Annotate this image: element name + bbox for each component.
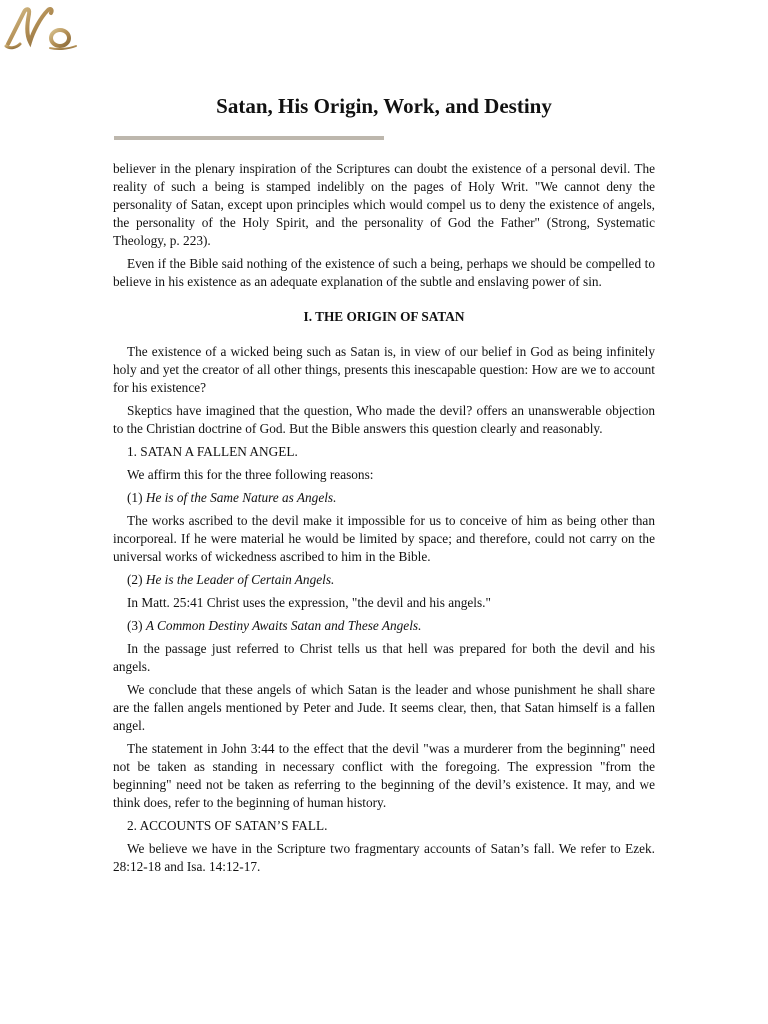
document-body: [113, 160, 655, 881]
document-title: Satan, His Origin, Work, and Destiny: [216, 94, 552, 118]
paragraph-reasons: We affirm this for the three following reasons:: [127, 467, 374, 482]
title-divider: [114, 136, 384, 140]
paragraph-accounts: We believe we have in the Scripture two fragmentary accounts of Satan’s fall. We refer to Ezek. 28:12-18 and Isa. 14:12-17.: [113, 841, 655, 874]
subheading-fallen-angel: 1. SATAN A FALLEN ANGEL.: [127, 444, 298, 459]
paragraph-matthew: In Matt. 25:41 Christ uses the expression, "the devil and his angels.": [127, 595, 491, 610]
reason-1-title: He is of the Same Nature as Angels.: [145, 490, 337, 505]
paragraph-john: The statement in John 3:44 to the effect that the devil "was a murderer from the beginning" need not be taken as standing in necessary conflict with the foregoing. The expression "from the beginning" need not be taken as referring to the beginning of the devil’s existence. It may, and we think does, refer to the beginning of human history.: [113, 741, 655, 810]
section-heading: I. THE ORIGIN OF SATAN: [303, 309, 465, 324]
paragraph-hell: In the passage just referred to Christ tells us that hell was prepared for both the devil and his angels.: [113, 641, 655, 674]
logo: [2, 2, 82, 54]
intro-paragraph-1: believer in the plenary inspiration of the Scriptures can doubt the existence of a personal devil. The reality of such a being is stamped indelibly on the pages of Holy Writ. "We cannot deny the personality of Satan, except upon principles which would compel us to deny the existence of angels, the personality of the Holy Spirit, and the personality of God the Father" (Strong, Systematic Theology, p. 223).: [113, 161, 655, 248]
intro-paragraph-2: Even if the Bible said nothing of the existence of such a being, perhaps we should be compelled to believe in his existence as an adequate explanation of the subtle and enslaving power of sin.: [113, 256, 655, 289]
reason-3-number: (3): [127, 618, 143, 633]
reason-2: [113, 571, 655, 589]
subheading-accounts: 2. ACCOUNTS OF SATAN’S FALL.: [127, 818, 328, 833]
paragraph-conclusion: We conclude that these angels of which Satan is the leader and whose punishment he shall share are the fallen angels mentioned by Peter and Jude. It seems clear, then, that Satan himself is a fallen angel.: [113, 682, 655, 733]
paragraph-incorporeal: The works ascribed to the devil make it impossible for us to conceive of him as being other than incorporeal. If he were material he would be limited by space; and therefore, could not carry on the universal works of wickedness ascribed to him in the Bible.: [113, 513, 655, 564]
paragraph-existence: The existence of a wicked being such as Satan is, in view of our belief in God as being infinitely holy and yet the creator of all other things, presents this inescapable question: How are we to account for his existence?: [113, 344, 655, 395]
logo-monogram: [2, 2, 82, 54]
reason-1-number: (1): [127, 490, 143, 505]
reason-1: [113, 489, 655, 507]
reason-3-title: A Common Destiny Awaits Satan and These Angels.: [145, 618, 422, 633]
paragraph-skeptics: Skeptics have imagined that the question, Who made the devil? offers an unanswerable objection to the Christian doctrine of God. But the Bible answers this question clearly and reasonably.: [113, 403, 655, 436]
reason-2-number: (2): [127, 572, 143, 587]
reason-2-title: He is the Leader of Certain Angels.: [145, 572, 335, 587]
reason-3: [113, 617, 655, 635]
